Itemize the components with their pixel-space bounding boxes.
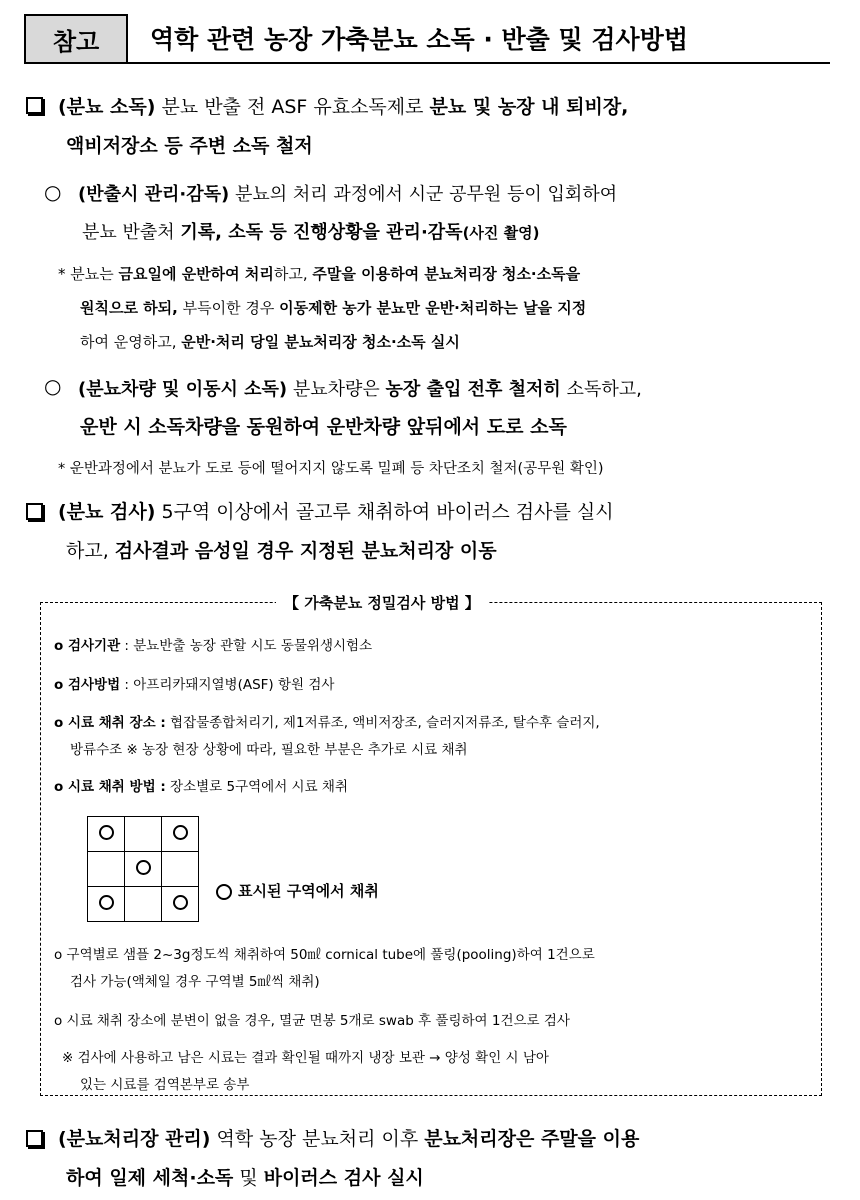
grid-cell	[125, 817, 162, 852]
grid-cell	[125, 887, 162, 922]
section-inspection-line2: 하고, 검사결과 음성일 경우 지정된 분뇨처리장 이동	[66, 540, 497, 562]
grid-cell	[162, 852, 199, 887]
circle-marker-icon	[216, 884, 232, 900]
reference-tag: 참고	[24, 14, 128, 64]
box-item-location-line2: 방류수조 ※ 농장 현장 상황에 따라, 필요한 부분은 추가로 시료 채취	[70, 742, 468, 758]
section-facility-line1: (분뇨처리장 관리) 역학 농장 분뇨처리 이후 분뇨처리장은 주말을 이용	[58, 1128, 640, 1150]
box-item-location-line1: o 시료 채취 장소 : 협잡물종합처리기, 제1저류조, 액비저장조, 슬러지저류조, 탈수후 슬러지,	[54, 715, 600, 731]
circle-marker-icon	[173, 895, 188, 910]
title-underline	[128, 62, 830, 64]
grid-cell	[125, 852, 162, 887]
grid-row	[88, 887, 199, 922]
grid-cell	[162, 817, 199, 852]
section-disinfection-line2: 액비저장소 등 주변 소독 철저	[66, 135, 313, 157]
storage-note-line2: 있는 시료를 검역본부로 송부	[80, 1077, 250, 1093]
section-inspection-line1: (분뇨 검사) 5구역 이상에서 골고루 채취하여 바이러스 검사를 실시	[58, 501, 614, 523]
note-schedule-line2: 원칙으로 하되, 부득이한 경우 이동제한 농가 분뇨만 운반·처리하는 날을 지정	[80, 299, 587, 317]
note-transport: * 운반과정에서 분뇨가 도로 등에 떨어지지 않도록 밀폐 등 차단조치 철저(공무원 확인)	[58, 461, 604, 477]
section-disinfection-line1: (분뇨 소독) 분뇨 반출 전 ASF 유효소독제로 분뇨 및 농장 내 퇴비장,	[58, 96, 629, 118]
sub-vehicle-line1: (분뇨차량 및 이동시 소독) 분뇨차량은 농장 출입 전후 철저히 소독하고,	[78, 379, 642, 400]
circle-marker-icon	[136, 860, 151, 875]
box-item-agency: o 검사기관 : 분뇨반출 농장 관할 시도 동물위생시험소	[54, 638, 373, 654]
checkbox-square-icon	[26, 1130, 43, 1147]
circle-bullet-icon: ○	[44, 374, 62, 398]
sub-vehicle-line2: 운반 시 소독차량을 동원하여 운반차량 앞뒤에서 도로 소독	[80, 416, 567, 438]
sample-instruction-line1: o 구역별로 샘플 2~3g정도씩 채취하여 50㎖ cornical tube에 풀링(pooling)하여 1건으로	[54, 947, 595, 963]
checkbox-square-icon	[26, 503, 43, 520]
note-schedule-line3: 하여 운영하고, 운반·처리 당일 분뇨처리장 청소·소독 실시	[80, 333, 460, 351]
circle-marker-icon	[99, 825, 114, 840]
sample-instruction-line2: 검사 가능(액체일 경우 구역별 5㎖씩 채취)	[70, 974, 320, 990]
circle-marker-icon	[99, 895, 114, 910]
section-facility-line2: 하여 일제 세척·소독 및 바이러스 검사 실시	[66, 1167, 424, 1189]
box-item-method: o 검사방법 : 아프리카돼지열병(ASF) 항원 검사	[54, 677, 335, 693]
note-schedule-line1: * 분뇨는 금요일에 운반하여 처리하고, 주말을 이용하여 분뇨처리장 청소·소독을	[58, 265, 581, 283]
grid-cell	[88, 817, 125, 852]
sampling-grid	[87, 816, 199, 922]
swab-instruction: o 시료 채취 장소에 분변이 없을 경우, 멸균 면봉 5개로 swab 후 풀링하여 1건으로 검사	[54, 1013, 570, 1029]
grid-cell	[88, 887, 125, 922]
sub-management-line1: (반출시 관리·감독) 분뇨의 처리 과정에서 시군 공무원 등이 입회하여	[78, 184, 618, 205]
box-item-sampling: o 시료 채취 방법 : 장소별로 5구역에서 시료 채취	[54, 779, 348, 795]
grid-legend: 표시된 구역에서 채취	[216, 880, 379, 901]
checkbox-square-icon	[26, 97, 43, 114]
circle-marker-icon	[173, 825, 188, 840]
sub-management-line2: 분뇨 반출처 기록, 소독 등 진행상황을 관리·감독(사진 촬영)	[82, 222, 540, 243]
grid-cell	[88, 852, 125, 887]
grid-row	[88, 852, 199, 887]
inspection-box-title: 【 가축분뇨 정밀검사 방법 】	[276, 592, 488, 613]
storage-note-line1: ※ 검사에 사용하고 남은 시료는 결과 확인될 때까지 냉장 보관 → 양성 확인 시 남아	[62, 1050, 549, 1066]
page-title: 역학 관련 농장 가축분뇨 소독 · 반출 및 검사방법	[150, 25, 688, 54]
circle-bullet-icon: ○	[44, 180, 62, 204]
grid-row	[88, 817, 199, 852]
grid-cell	[162, 887, 199, 922]
